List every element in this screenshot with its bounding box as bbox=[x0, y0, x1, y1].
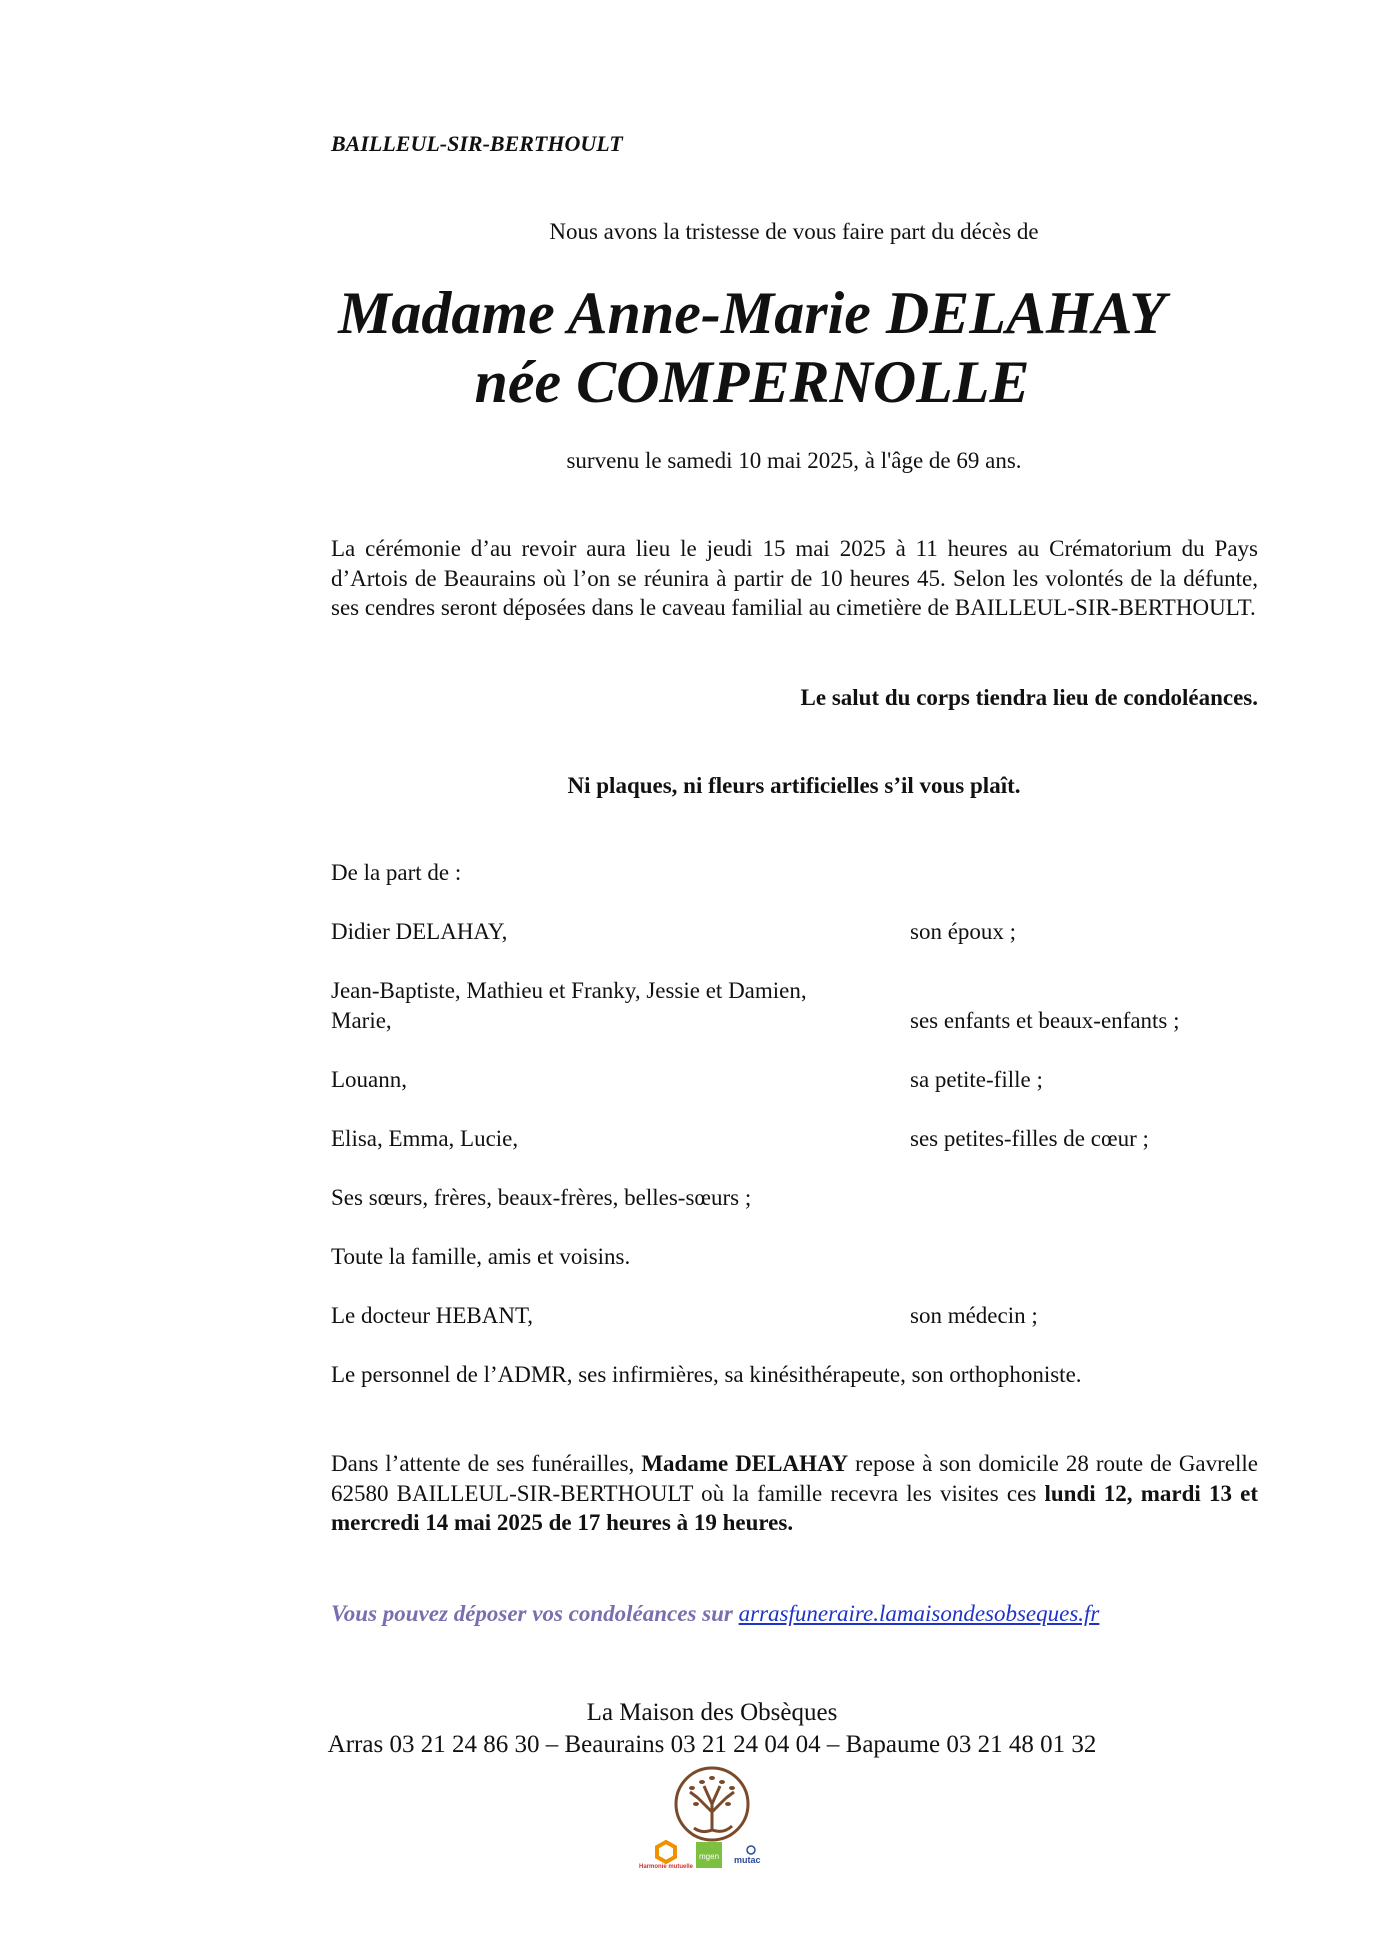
rest-text: Dans l’attente de ses funérailles, bbox=[331, 1451, 642, 1476]
svg-text:mgen: mgen bbox=[699, 1852, 720, 1861]
visit-dates: lundi 12, mardi 13 et mercredi 14 mai 2025 de 17 heures à 19 heures. bbox=[331, 1480, 1258, 1535]
mgen-logo-icon bbox=[696, 1842, 722, 1870]
condolences-line bbox=[331, 1599, 1099, 1629]
harmonie-mutuelle-logo-icon bbox=[652, 1840, 680, 1864]
rest-paragraph bbox=[331, 1449, 1258, 1538]
town-header: BAILLEUL-SIR-BERTHOULT bbox=[331, 131, 623, 156]
rest-name: Madame DELAHAY bbox=[641, 1451, 849, 1476]
family-relation: son époux ; bbox=[910, 919, 1017, 944]
condolences-text: Vous pouvez déposer vos condoléances sur bbox=[331, 1601, 739, 1626]
family-relation: ses petites-filles de cœur ; bbox=[910, 1126, 1149, 1151]
deceased-name: Madame Anne-Marie DELAHAY bbox=[338, 280, 1166, 346]
family-names: Le personnel de l’ADMR, ses infirmières, sa kinésithérapeute, son orthophoniste. bbox=[331, 1362, 1082, 1387]
family-names: Le docteur HEBANT, bbox=[331, 1303, 534, 1328]
maiden-name: née COMPERNOLLE bbox=[474, 349, 1030, 415]
tree-logo-icon bbox=[672, 1764, 752, 1844]
harmonie-mutuelle-label: Harmonie mutuelle bbox=[638, 1864, 694, 1870]
condolences-link[interactable]: arrasfuneraire.lamaisondesobseques.fr bbox=[738, 1601, 1100, 1626]
family-names: Elisa, Emma, Lucie, bbox=[331, 1126, 519, 1151]
salut-note: Le salut du corps tiendra lieu de condoléances. bbox=[800, 685, 1258, 710]
family-names: Toute la famille, amis et voisins. bbox=[331, 1244, 631, 1269]
from-label: De la part de : bbox=[331, 860, 462, 885]
death-info: survenu le samedi 10 mai 2025, à l'âge de 69 ans. bbox=[566, 448, 1022, 473]
svg-text:mutac: mutac bbox=[734, 1855, 761, 1865]
family-relation: son médecin ; bbox=[910, 1303, 1038, 1328]
family-names: Louann, bbox=[331, 1067, 408, 1092]
family-names: Marie, bbox=[331, 1008, 392, 1033]
company-name: La Maison des Obsèques bbox=[586, 1699, 838, 1726]
ceremony-paragraph: La cérémonie d’au revoir aura lieu le jeudi 15 mai 2025 à 11 heures au Crématorium du Pays d’Artois de Beaurains où l’on se réunira à partir de 10 heures 45. Selon les volontés de la défunte, ses cendres seront déposées dans le caveau familial au cimetière de BAILLEUL-SIR-BERTHOULT. bbox=[331, 536, 1258, 620]
family-names: Didier DELAHAY, bbox=[331, 919, 508, 944]
intro-text: Nous avons la tristesse de vous faire part du décès de bbox=[549, 219, 1039, 244]
no-flowers-note: Ni plaques, ni fleurs artificielles s’il vous plaît. bbox=[567, 773, 1021, 798]
company-phones: Arras 03 21 24 86 30 – Beaurains 03 21 24 04 04 – Bapaume 03 21 48 01 32 bbox=[327, 1731, 1097, 1758]
family-relation: sa petite-fille ; bbox=[910, 1067, 1043, 1092]
family-names: Ses sœurs, frères, beaux-frères, belles-sœurs ; bbox=[331, 1185, 752, 1210]
mutac-logo-icon bbox=[732, 1844, 770, 1866]
rest-text: repose à son domicile 28 route de Gavrelle 62580 BAILLEUL-SIR-BERTHOULT où la famille recevra les visites ces bbox=[331, 1451, 1258, 1506]
family-relation: ses enfants et beaux-enfants ; bbox=[910, 1008, 1180, 1033]
family-names: Jean-Baptiste, Mathieu et Franky, Jessie et Damien, bbox=[331, 978, 807, 1003]
